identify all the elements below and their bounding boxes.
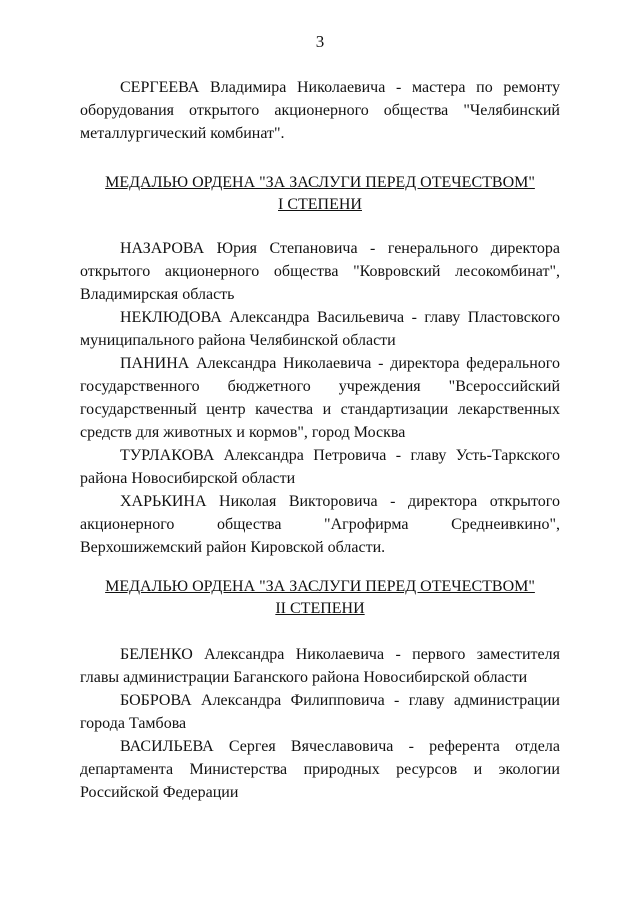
word: лесокомбинат", xyxy=(455,263,560,280)
section-heading-2 xyxy=(80,576,560,620)
word: БЕЛЕНКО xyxy=(120,646,193,663)
word: центр xyxy=(206,401,246,418)
word: "Челябинский xyxy=(463,102,560,119)
word: и xyxy=(322,401,332,418)
word: общества xyxy=(383,102,449,119)
text-line: района Новосибирской области xyxy=(80,470,296,487)
word: государственного xyxy=(80,378,200,395)
word: государственный xyxy=(80,401,197,418)
word: ресурсов xyxy=(396,761,458,778)
text-line xyxy=(80,490,560,513)
text-line: Российской Федерации xyxy=(80,784,239,801)
word: СЕРГЕЕВА xyxy=(120,79,200,96)
word: Александра xyxy=(196,355,277,372)
word: по xyxy=(476,79,493,96)
word: Викторовича xyxy=(288,493,378,510)
word: Министерства xyxy=(189,761,288,778)
word: главу xyxy=(408,692,445,709)
word: департамента xyxy=(80,761,174,778)
text-line: Верхошижемский район Кировской области. xyxy=(80,539,386,556)
text-line xyxy=(80,758,560,781)
intro-paragraph xyxy=(80,76,560,145)
word: Сергея xyxy=(228,738,276,755)
word: Юрия xyxy=(216,240,258,257)
text-line xyxy=(80,643,560,666)
word: - xyxy=(395,447,402,464)
word: Васильевича xyxy=(317,309,405,326)
word: "Ковровский xyxy=(353,263,441,280)
word: - xyxy=(395,646,401,663)
page-number: 3 xyxy=(315,32,325,51)
word: федерального xyxy=(466,355,560,372)
word: Александра xyxy=(229,309,310,326)
section-2-list xyxy=(80,643,560,804)
word: главу xyxy=(424,309,461,326)
heading-line: МЕДАЛЬЮ ОРДЕНА "ЗА ЗАСЛУГИ ПЕРЕД ОТЕЧЕСТВОМ" xyxy=(105,174,535,191)
word: генерального xyxy=(387,240,479,257)
word: ТУРЛАКОВА xyxy=(120,447,215,464)
text-line xyxy=(80,513,560,536)
word: Пластовского xyxy=(467,309,560,326)
word: Николая xyxy=(219,493,277,510)
word: - xyxy=(396,79,402,96)
text-line xyxy=(80,375,560,398)
word: Александра xyxy=(201,692,282,709)
word: бюджетного xyxy=(227,378,311,395)
word: природных xyxy=(303,761,380,778)
text-line xyxy=(80,237,560,260)
word: акционерного xyxy=(80,516,175,533)
word: ХАРЬКИНА xyxy=(120,493,207,510)
word: Усть-Таркского xyxy=(455,447,560,464)
text-line xyxy=(80,352,560,375)
text-line: металлургический комбинат". xyxy=(80,125,285,142)
word: учреждения xyxy=(338,378,421,395)
word: качества xyxy=(255,401,314,418)
text-line: средств для животных и кормов", город Москва xyxy=(80,424,406,441)
word: экологии xyxy=(498,761,560,778)
text-line xyxy=(80,76,560,99)
heading-line: МЕДАЛЬЮ ОРДЕНА "ЗА ЗАСЛУГИ ПЕРЕД ОТЕЧЕСТВОМ" xyxy=(105,578,535,595)
word: акционерного xyxy=(164,263,260,280)
word: Филипповича xyxy=(290,692,385,709)
word: открытого xyxy=(489,493,560,510)
word: первого xyxy=(412,646,466,663)
word: НАЗАРОВА xyxy=(120,240,205,257)
word: Среднеивкино", xyxy=(451,516,560,533)
word: администрации xyxy=(453,692,560,709)
heading-line: II СТЕПЕНИ xyxy=(275,600,365,617)
word: Петровича xyxy=(313,447,387,464)
section-heading-1 xyxy=(80,172,560,216)
word: ремонту xyxy=(503,79,560,96)
word: "Всероссийский xyxy=(448,378,560,395)
text-line xyxy=(80,306,560,329)
word: главу xyxy=(410,447,447,464)
word: открытого xyxy=(189,102,260,119)
word: отдела xyxy=(515,738,560,755)
word: референта xyxy=(429,738,500,755)
text-line xyxy=(80,735,560,758)
word: акционерного xyxy=(274,102,369,119)
word: и xyxy=(473,761,483,778)
word: - xyxy=(411,309,417,326)
word: Николаевича xyxy=(295,646,385,663)
text-line xyxy=(80,99,560,122)
word: "Агрофирма xyxy=(324,516,409,533)
word: Николаевича xyxy=(296,79,386,96)
word: Александра xyxy=(204,646,285,663)
word: - xyxy=(370,240,376,257)
text-line xyxy=(80,398,560,421)
word: Александра xyxy=(223,447,304,464)
text-line xyxy=(80,260,560,283)
word: общества xyxy=(273,263,339,280)
word: - xyxy=(408,738,414,755)
word: БОБРОВА xyxy=(120,692,192,709)
word: НЕКЛЮДОВА xyxy=(120,309,222,326)
text-line: города Тамбова xyxy=(80,715,187,732)
word: Вячеславовича xyxy=(290,738,394,755)
text-line: Владимирская область xyxy=(80,286,235,303)
word: Николаевича xyxy=(283,355,372,372)
word: ПАНИНА xyxy=(120,355,190,372)
text-line: муниципального района Челябинской области xyxy=(80,332,396,349)
word: мастера xyxy=(412,79,466,96)
heading-line: I СТЕПЕНИ xyxy=(278,196,362,213)
word: ВАСИЛЬЕВА xyxy=(120,738,214,755)
word: директора xyxy=(490,240,560,257)
word: лекарственных xyxy=(457,401,560,418)
text-line: главы администрации Баганского района Новосибирской области xyxy=(80,669,528,686)
word: оборудования xyxy=(80,102,174,119)
section-1-list xyxy=(80,237,560,559)
word: Владимира xyxy=(210,79,287,96)
text-line xyxy=(80,444,560,467)
word: общества xyxy=(216,516,282,533)
word: стандартизации xyxy=(340,401,449,418)
word: - xyxy=(390,493,396,510)
word: - xyxy=(394,692,400,709)
word: открытого xyxy=(80,263,151,280)
word: - xyxy=(378,355,384,372)
word: Степановича xyxy=(269,240,358,257)
text-line xyxy=(80,689,560,712)
word: заместителя xyxy=(476,646,560,663)
word: директора xyxy=(390,355,460,372)
word: директора xyxy=(407,493,478,510)
